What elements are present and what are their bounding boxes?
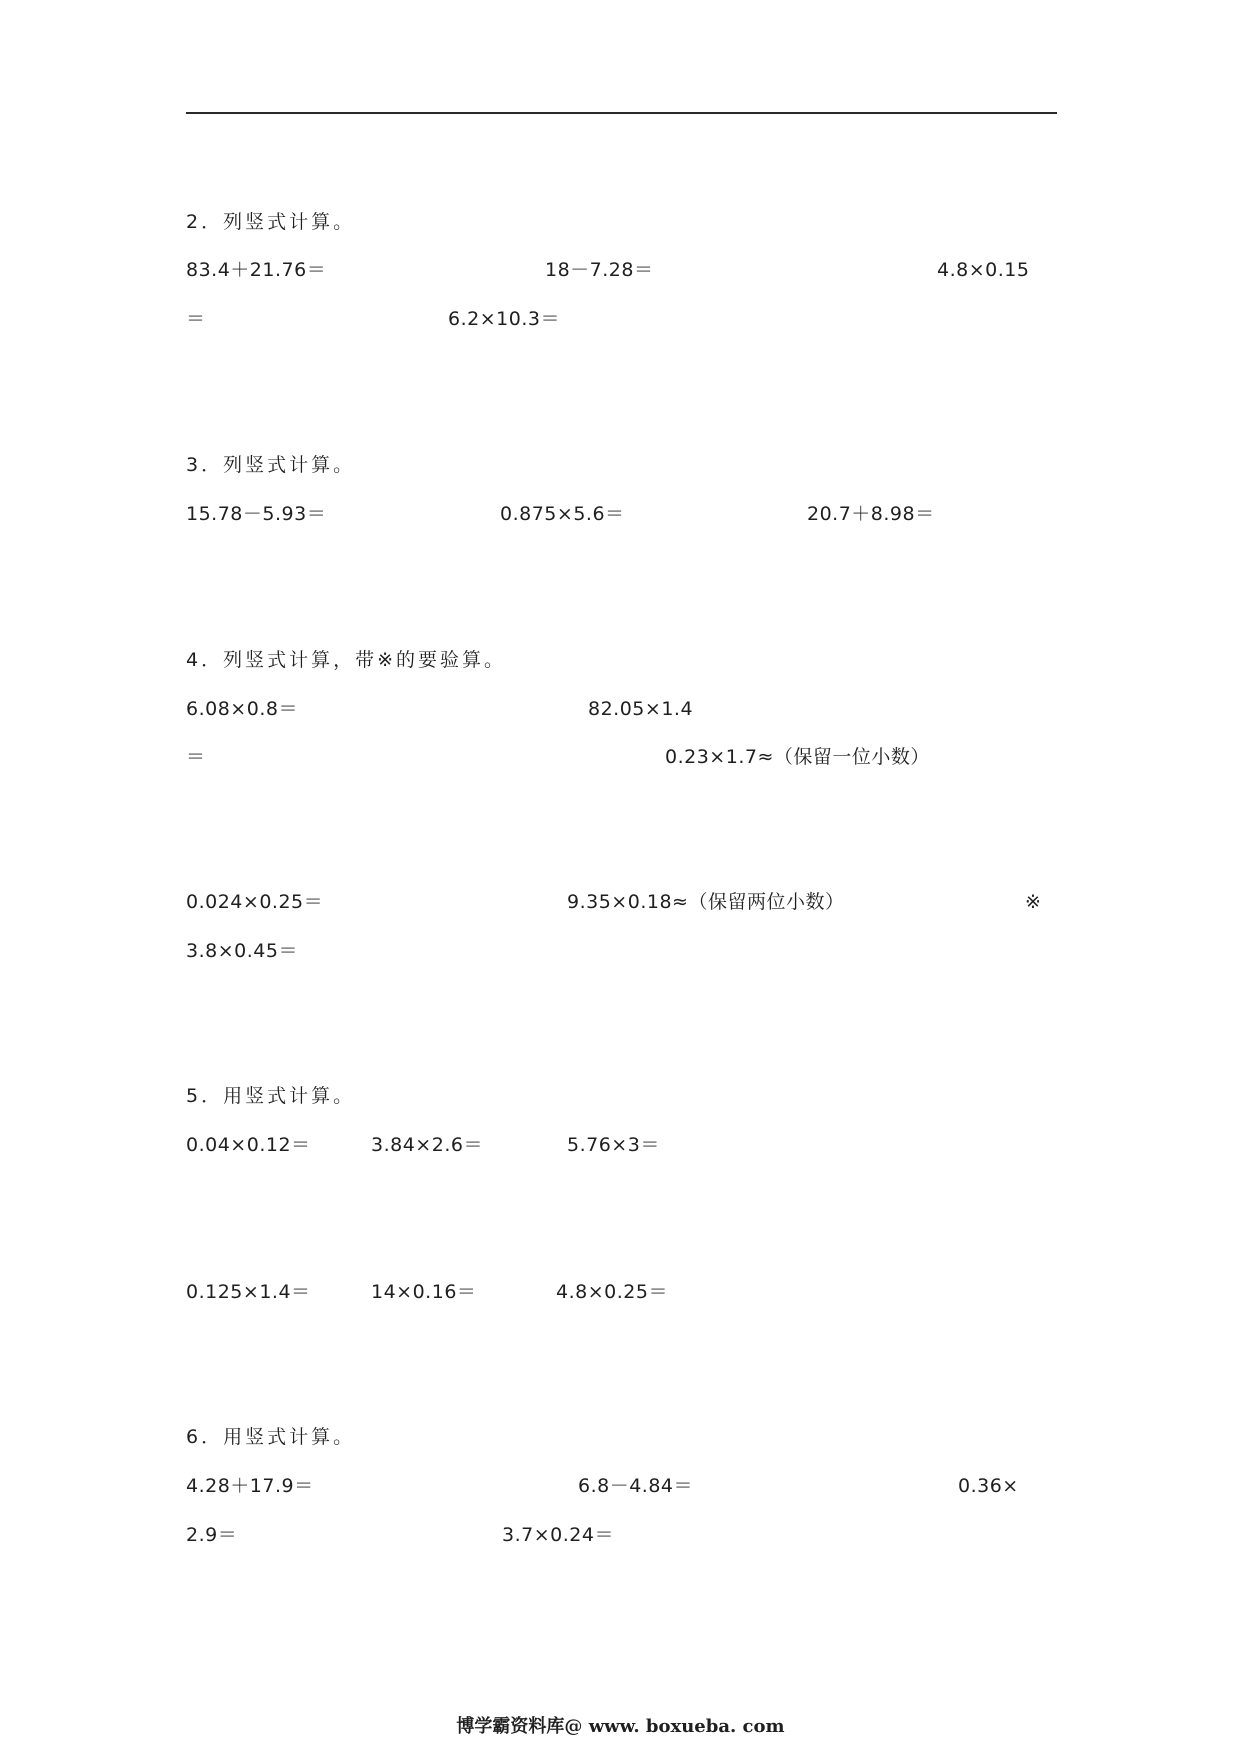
q6-expression: 4.28＋17.9＝: [186, 1475, 314, 1497]
q4-title: 4．列竖式计算，带※的要验算。: [186, 649, 507, 671]
q2-expression: 18－7.28＝: [545, 259, 654, 281]
q6-expression: 3.7×0.24＝: [502, 1524, 614, 1546]
q6-title: 6．用竖式计算。: [186, 1426, 356, 1448]
q5-title: 5．用竖式计算。: [186, 1085, 356, 1107]
q4-expression: 0.024×0.25＝: [186, 891, 324, 913]
q6-expression: 2.9＝: [186, 1524, 238, 1546]
footer-watermark: 博学霸资料库@ www. boxueba. com: [456, 1716, 785, 1737]
q3-expression: 0.875×5.6＝: [500, 503, 625, 525]
q5-expression: 3.84×2.6＝: [371, 1134, 483, 1156]
q4-expression: ＝: [186, 746, 206, 768]
q3-expression: 20.7＋8.98＝: [807, 503, 935, 525]
q2-title: 2．列竖式计算。: [186, 211, 356, 233]
q4-expression: 0.23×1.7≈（保留一位小数）: [665, 746, 930, 768]
q4-expression: 6.08×0.8＝: [186, 698, 298, 720]
q3-expression: 15.78－5.93＝: [186, 503, 327, 525]
q4-check-mark: ※: [1025, 891, 1042, 913]
header-rule: [186, 112, 1057, 114]
q5-expression: 0.125×1.4＝: [186, 1281, 311, 1303]
q6-expression: 6.8－4.84＝: [578, 1475, 694, 1497]
q5-expression: 4.8×0.25＝: [556, 1281, 668, 1303]
q6-expression: 0.36×: [958, 1475, 1019, 1497]
q4-expression: 82.05×1.4: [588, 698, 694, 720]
q3-title: 3．列竖式计算。: [186, 454, 356, 476]
q2-expression: 4.8×0.15: [937, 259, 1030, 281]
q5-expression: 14×0.16＝: [371, 1281, 477, 1303]
q4-expression: 3.8×0.45＝: [186, 940, 298, 962]
q5-expression: 0.04×0.12＝: [186, 1134, 311, 1156]
q4-expression: 9.35×0.18≈（保留两位小数）: [567, 891, 845, 913]
q2-expression: ＝: [186, 308, 206, 330]
q2-expression: 6.2×10.3＝: [448, 308, 560, 330]
q5-expression: 5.76×3＝: [567, 1134, 660, 1156]
q2-expression: 83.4＋21.76＝: [186, 259, 327, 281]
